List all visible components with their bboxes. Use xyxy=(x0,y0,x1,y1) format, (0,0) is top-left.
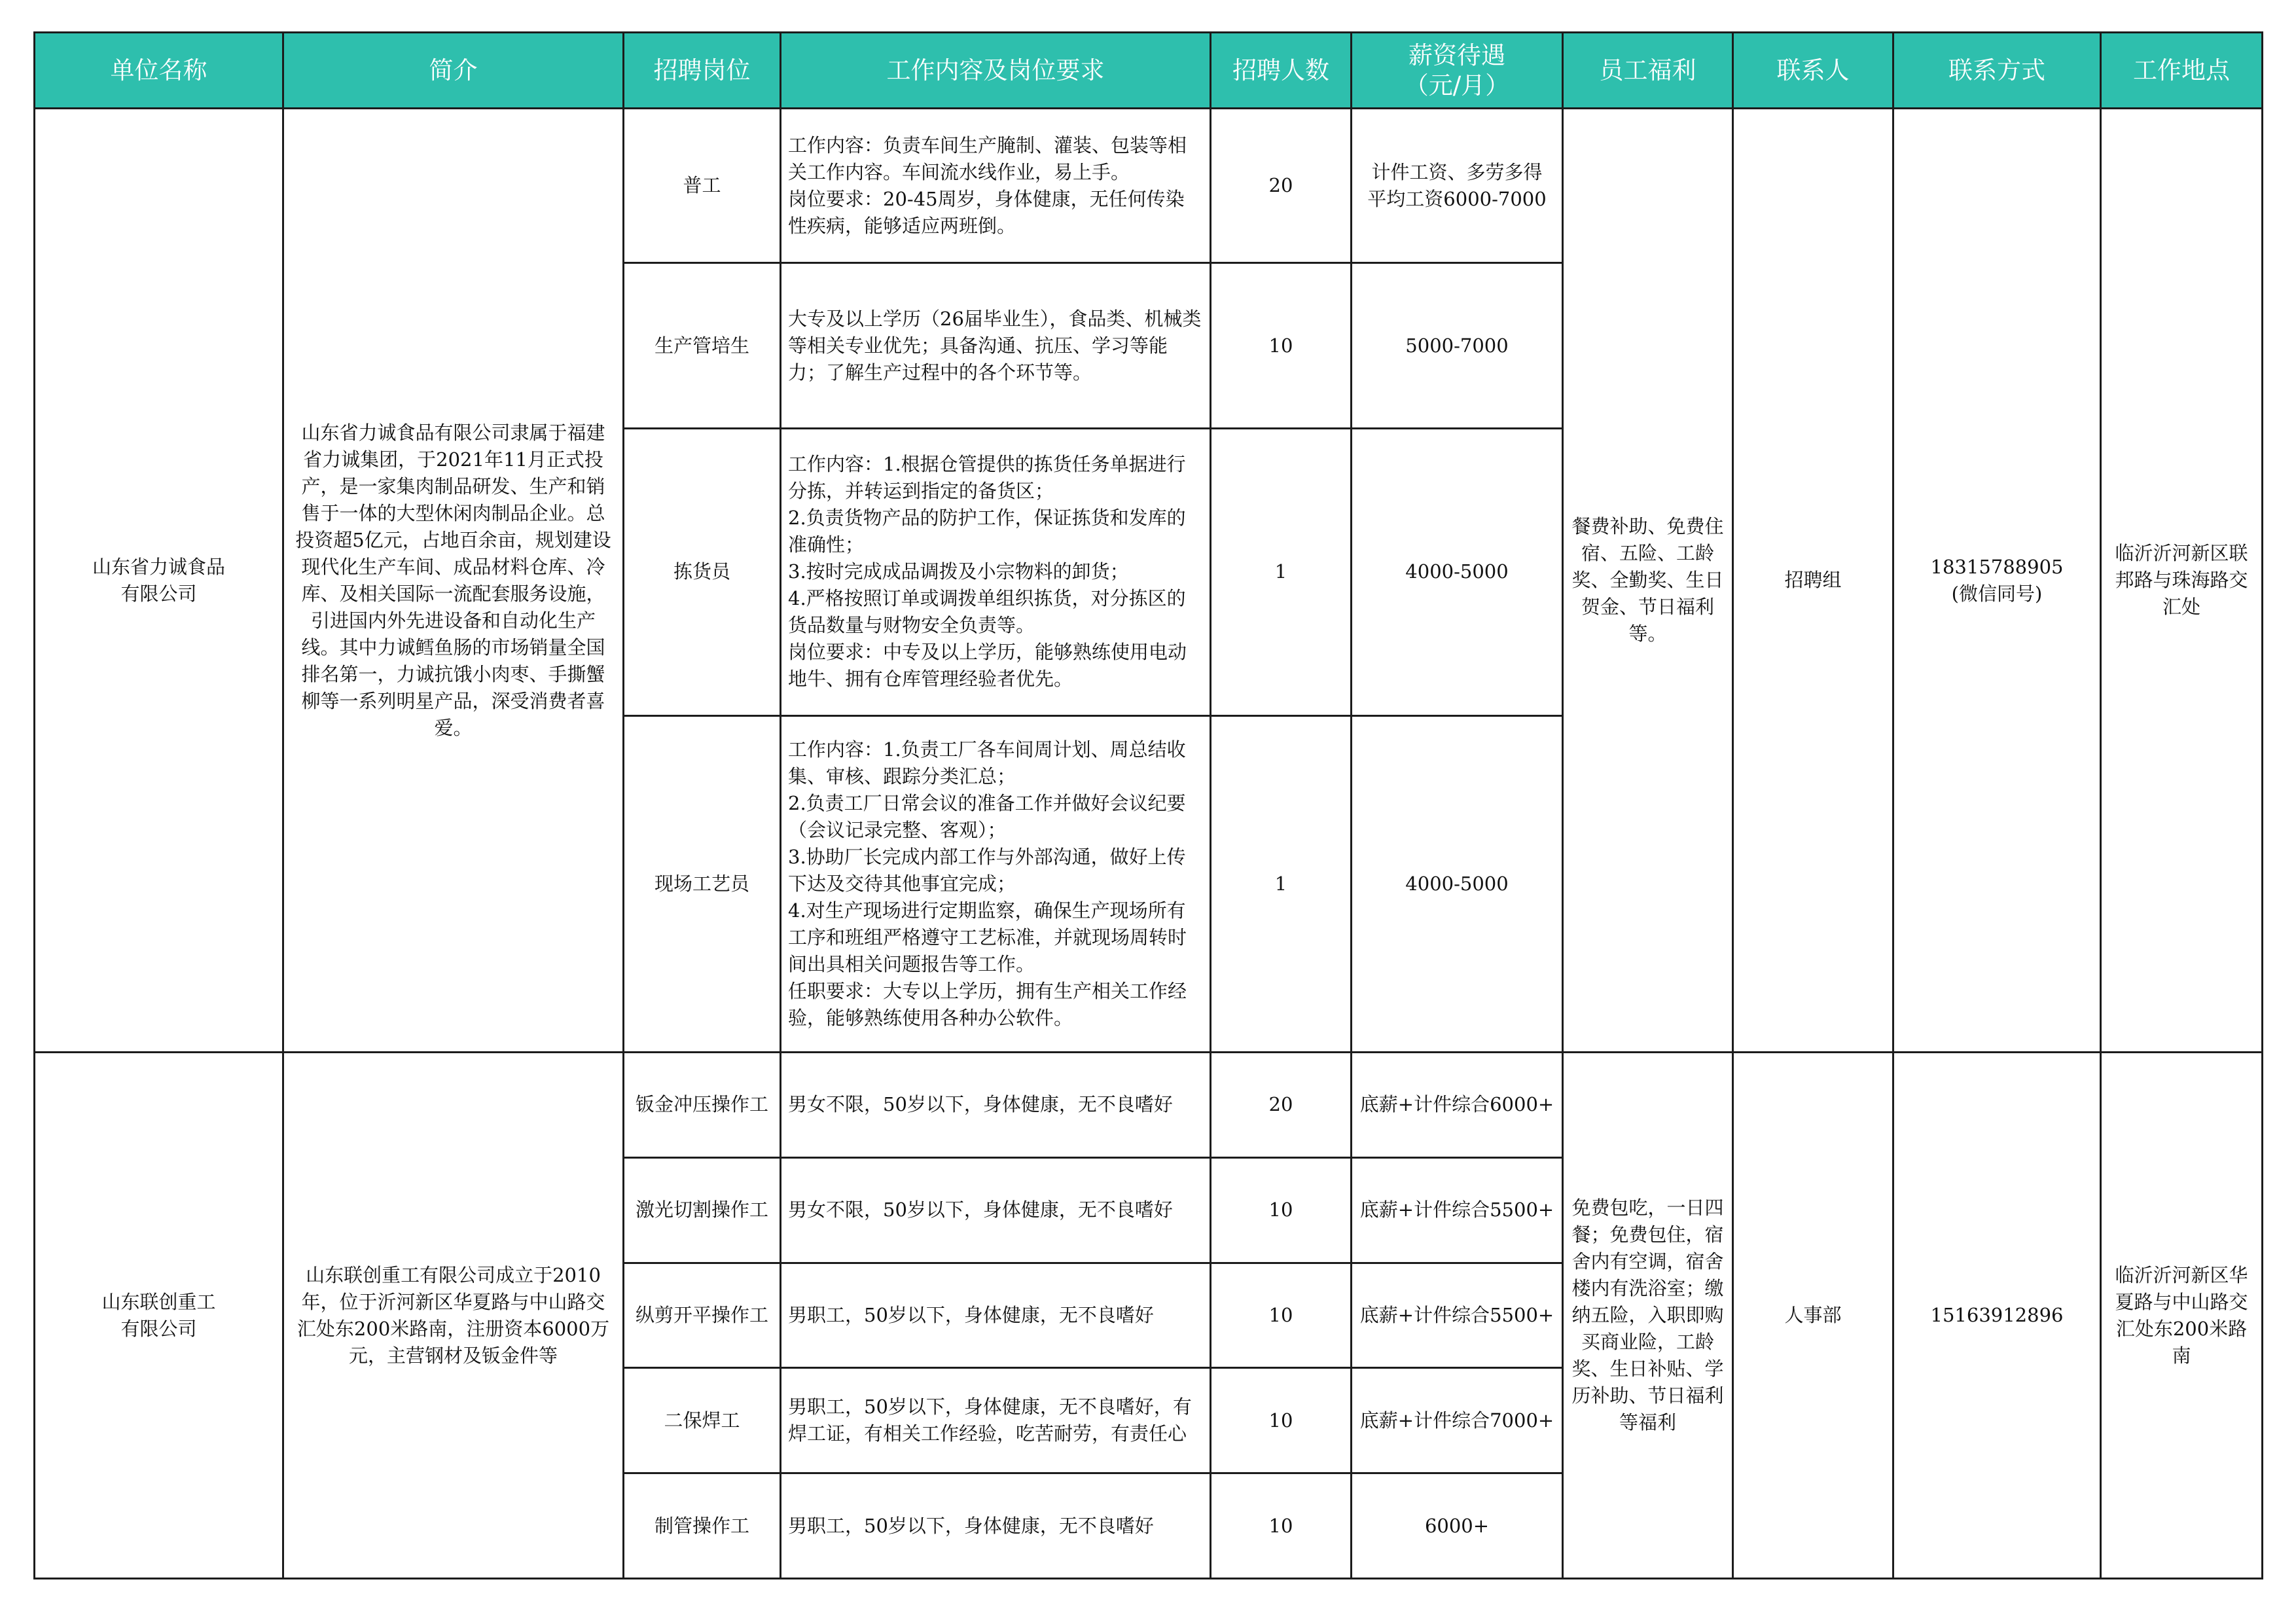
position-salary: 计件工资、多劳多得 平均工资6000-7000 xyxy=(1352,109,1563,263)
position-headcount: 20 xyxy=(1211,1053,1352,1158)
position-headcount: 10 xyxy=(1211,1157,1352,1263)
position-salary: 底薪+计件综合5500+ xyxy=(1352,1157,1563,1263)
table-row xyxy=(35,109,2263,263)
recruitment-table xyxy=(33,31,2263,1579)
header-intro: 简介 xyxy=(283,33,624,109)
position-title: 二保焊工 xyxy=(624,1368,781,1473)
header-row xyxy=(35,33,2263,109)
position-salary: 4000-5000 xyxy=(1352,429,1563,715)
position-headcount: 10 xyxy=(1211,1368,1352,1473)
company-benefits: 餐费补助、免费住宿、五险、工龄奖、全勤奖、生日贺金、节日福利等。 xyxy=(1563,109,1733,1053)
company-location: 临沂沂河新区华夏路与中山路交汇处东200米路南 xyxy=(2101,1053,2263,1579)
position-title: 现场工艺员 xyxy=(624,715,781,1053)
company-contact: 人事部 xyxy=(1733,1053,1893,1579)
position-title: 生产管培生 xyxy=(624,263,781,429)
header-position: 招聘岗位 xyxy=(624,33,781,109)
company-benefits: 免费包吃，一日四餐；免费包住，宿舍内有空调，宿舍楼内有洗浴室；缴纳五险，入职即购买商业险，工龄奖、生日补贴、学历补助、节日福利等福利 xyxy=(1563,1053,1733,1579)
position-salary: 6000+ xyxy=(1352,1473,1563,1579)
position-title: 普工 xyxy=(624,109,781,263)
position-headcount: 20 xyxy=(1211,109,1352,263)
company-phone: 15163912896 xyxy=(1893,1053,2101,1579)
company-intro: 山东省力诚食品有限公司隶属于福建省力诚集团，于2021年11月正式投产，是一家集肉制品研发、生产和销售于一体的大型休闲肉制品企业。总投资超5亿元，占地百余亩，规划建设现代化生产车间、成品材料仓库、冷库、及相关国际一流配套服务设施，引进国内外先进设备和自动化生产线。其中力诚鳕鱼肠的市场销量全国排名第一，力诚抗饿小肉枣、手撕蟹柳等一系列明星产品，深受消费者喜爱。 xyxy=(283,109,624,1053)
position-requirements: 男职工，50岁以下，身体健康，无不良嗜好 xyxy=(781,1473,1211,1579)
position-title: 激光切割操作工 xyxy=(624,1157,781,1263)
header-requirements: 工作内容及岗位要求 xyxy=(781,33,1211,109)
position-salary: 4000-5000 xyxy=(1352,715,1563,1053)
position-requirements: 工作内容：1.根据仓管提供的拣货任务单据进行分拣，并转运到指定的备货区； 2.负责货物产品的防护工作，保证拣货和发库的准确性； 3.按时完成成品调拨及小宗物料的卸货； 4.严格按照订单或调拨单组织拣货，对分拣区的货品数量与财物安全负责等。 岗位要求：中专及以上学历，能够熟练使用电动地牛、拥有仓库管理经验者优先。 xyxy=(781,429,1211,715)
position-salary: 底薪+计件综合7000+ xyxy=(1352,1368,1563,1473)
position-headcount: 10 xyxy=(1211,1473,1352,1579)
position-salary: 底薪+计件综合5500+ xyxy=(1352,1263,1563,1368)
position-requirements: 男职工，50岁以下，身体健康，无不良嗜好 xyxy=(781,1263,1211,1368)
company-name: 山东省力诚食品 有限公司 xyxy=(35,109,283,1053)
company-intro: 山东联创重工有限公司成立于2010年，位于沂河新区华夏路与中山路交汇处东200米路南，注册资本6000万元，主营钢材及钣金件等 xyxy=(283,1053,624,1579)
position-salary: 底薪+计件综合6000+ xyxy=(1352,1053,1563,1158)
header-phone: 联系方式 xyxy=(1893,33,2101,109)
header-contact: 联系人 xyxy=(1733,33,1893,109)
header-location: 工作地点 xyxy=(2101,33,2263,109)
table-row xyxy=(35,1053,2263,1158)
position-requirements: 男职工，50岁以下，身体健康，无不良嗜好，有焊工证，有相关工作经验，吃苦耐劳，有责任心 xyxy=(781,1368,1211,1473)
position-requirements: 大专及以上学历（26届毕业生），食品类、机械类等相关专业优先；具备沟通、抗压、学习等能力；了解生产过程中的各个环节等。 xyxy=(781,263,1211,429)
company-name: 山东联创重工 有限公司 xyxy=(35,1053,283,1579)
position-requirements: 工作内容：1.负责工厂各车间周计划、周总结收集、审核、跟踪分类汇总； 2.负责工厂日常会议的准备工作并做好会议纪要（会议记录完整、客观）； 3.协助厂长完成内部工作与外部沟通，做好上传下达及交待其他事宜完成； 4.对生产现场进行定期监察，确保生产现场所有工序和班组严格遵守工艺标准，并就现场周转时间出具相关问题报告等工作。 任职要求：大专以上学历，拥有生产相关工作经验，能够熟练使用各种办公软件。 xyxy=(781,715,1211,1053)
position-headcount: 1 xyxy=(1211,429,1352,715)
position-salary: 5000-7000 xyxy=(1352,263,1563,429)
position-title: 拣货员 xyxy=(624,429,781,715)
position-headcount: 1 xyxy=(1211,715,1352,1053)
header-company-name: 单位名称 xyxy=(35,33,283,109)
position-title: 钣金冲压操作工 xyxy=(624,1053,781,1158)
position-requirements: 男女不限，50岁以下，身体健康，无不良嗜好 xyxy=(781,1157,1211,1263)
position-title: 纵剪开平操作工 xyxy=(624,1263,781,1368)
position-headcount: 10 xyxy=(1211,1263,1352,1368)
position-requirements: 男女不限，50岁以下，身体健康，无不良嗜好 xyxy=(781,1053,1211,1158)
header-benefits: 员工福利 xyxy=(1563,33,1733,109)
company-location: 临沂沂河新区联邦路与珠海路交汇处 xyxy=(2101,109,2263,1053)
header-headcount: 招聘人数 xyxy=(1211,33,1352,109)
position-requirements: 工作内容：负责车间生产腌制、灌装、包装等相关工作内容。车间流水线作业，易上手。 岗位要求：20-45周岁，身体健康，无任何传染性疾病，能够适应两班倒。 xyxy=(781,109,1211,263)
company-phone: 18315788905 (微信同号) xyxy=(1893,109,2101,1053)
company-contact: 招聘组 xyxy=(1733,109,1893,1053)
position-headcount: 10 xyxy=(1211,263,1352,429)
header-salary: 薪资待遇 （元/月） xyxy=(1352,33,1563,109)
position-title: 制管操作工 xyxy=(624,1473,781,1579)
